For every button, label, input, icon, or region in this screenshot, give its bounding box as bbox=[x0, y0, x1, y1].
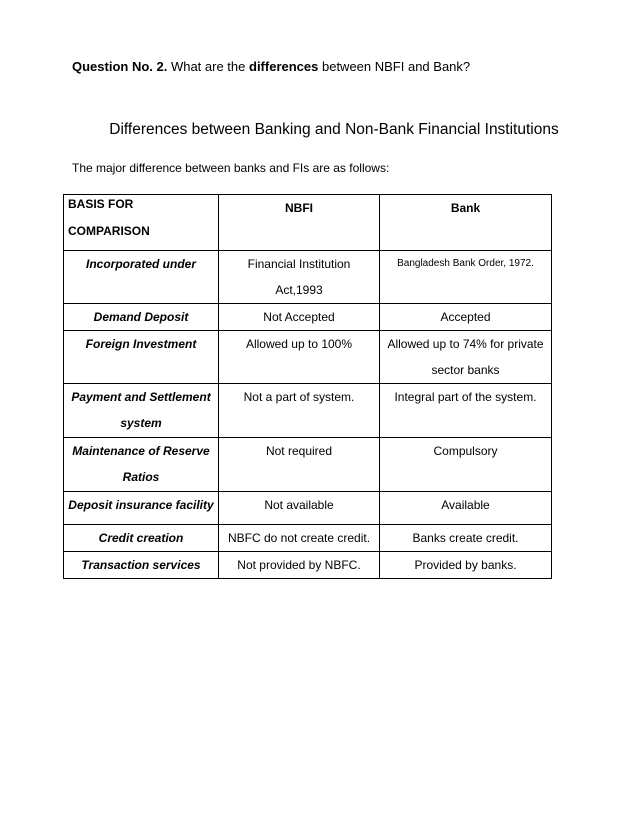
row-basis: Credit creation bbox=[64, 525, 219, 552]
intro-text: The major difference between banks and FIs are as follows: bbox=[72, 161, 390, 175]
table-row bbox=[64, 304, 552, 331]
row-bank: Banks create credit. bbox=[380, 525, 552, 552]
question-number: Question No. 2. bbox=[72, 59, 168, 74]
row-bank: Integral part of the system. bbox=[380, 384, 552, 438]
question-text-after: between NBFI and Bank? bbox=[318, 59, 471, 74]
header-basis-line1: BASIS FOR bbox=[68, 197, 134, 211]
row-nbfi: Allowed up to 100% bbox=[219, 331, 380, 384]
table-header-row bbox=[64, 195, 552, 251]
page-heading: Differences between Banking and Non-Bank Financial Institutions bbox=[109, 121, 559, 138]
row-nbfi: Not Accepted bbox=[219, 304, 380, 331]
row-basis: Incorporated under bbox=[64, 251, 219, 304]
header-nbfi: NBFI bbox=[219, 195, 380, 251]
table-row bbox=[64, 438, 552, 492]
row-bank: Allowed up to 74% for private sector banks bbox=[380, 331, 552, 384]
row-nbfi: NBFC do not create credit. bbox=[219, 525, 380, 552]
comparison-table bbox=[63, 194, 552, 579]
row-basis: Foreign Investment bbox=[64, 331, 219, 384]
row-nbfi: Not provided by NBFC. bbox=[219, 552, 380, 579]
table-row bbox=[64, 331, 552, 384]
table-row bbox=[64, 552, 552, 579]
row-basis: Demand Deposit bbox=[64, 304, 219, 331]
row-basis: Payment and Settlement system bbox=[64, 384, 219, 438]
row-bank: Accepted bbox=[380, 304, 552, 331]
header-basis-line2: COMPARISON bbox=[68, 224, 150, 238]
table-row bbox=[64, 251, 552, 304]
header-basis bbox=[64, 195, 219, 251]
header-bank: Bank bbox=[380, 195, 552, 251]
row-nbfi: Not required bbox=[219, 438, 380, 492]
table-row bbox=[64, 525, 552, 552]
question-text-before: What are the bbox=[167, 59, 249, 74]
row-bank: Compulsory bbox=[380, 438, 552, 492]
row-nbfi: Not available bbox=[219, 492, 380, 525]
row-bank: Provided by banks. bbox=[380, 552, 552, 579]
row-nbfi: Not a part of system. bbox=[219, 384, 380, 438]
row-basis: Transaction services bbox=[64, 552, 219, 579]
row-basis: Maintenance of Reserve Ratios bbox=[64, 438, 219, 492]
row-basis: Deposit insurance facility bbox=[64, 492, 219, 525]
row-nbfi: Financial Institution Act,1993 bbox=[219, 251, 380, 304]
row-bank: Available bbox=[380, 492, 552, 525]
question-emphasis: differences bbox=[249, 59, 319, 74]
question-line bbox=[72, 59, 470, 75]
table-row bbox=[64, 492, 552, 525]
row-bank: Bangladesh Bank Order, 1972. bbox=[380, 251, 552, 304]
table-row bbox=[64, 384, 552, 438]
